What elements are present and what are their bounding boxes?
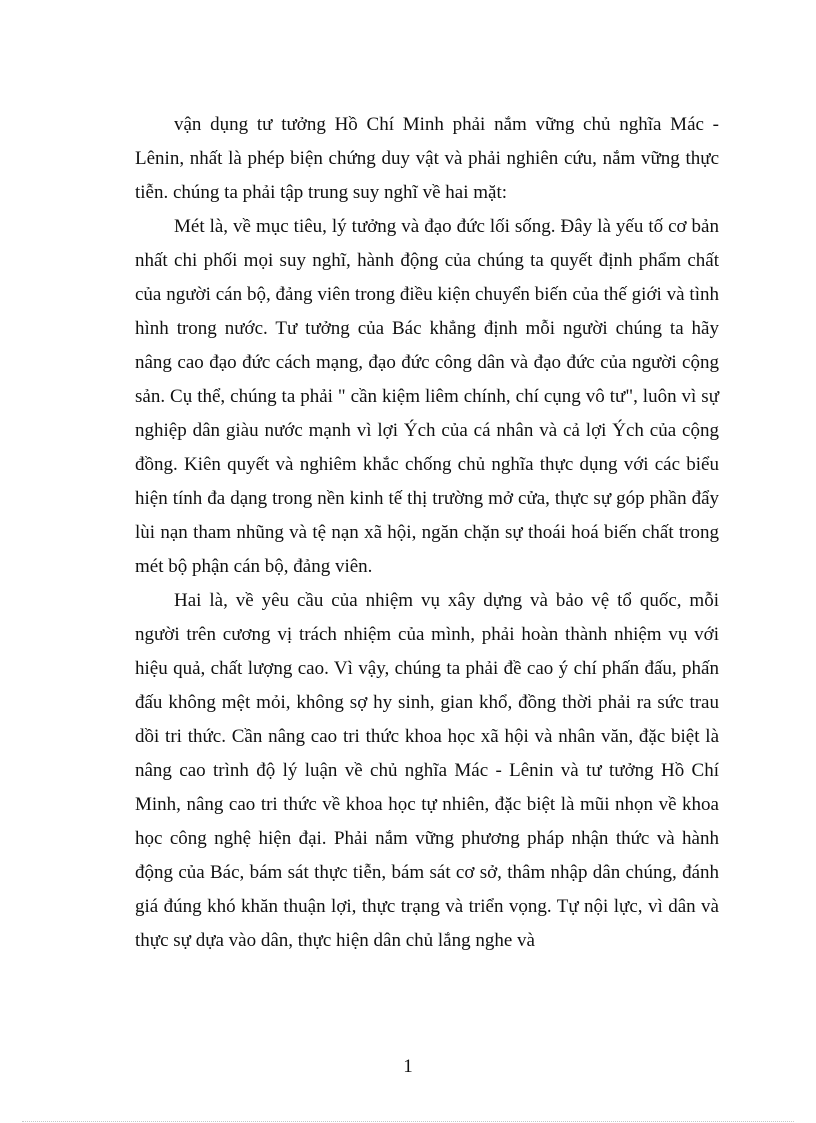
page-bottom-edge bbox=[22, 1121, 794, 1122]
body-text bbox=[135, 108, 719, 958]
paragraph-first-point: Mét là, về mục tiêu, lý tưởng và đạo đức lối sống. Đây là yếu tố cơ bản nhất chi phối mọi suy nghĩ, hành động của chúng ta quyết định phẩm chất của người cán bộ, đảng viên trong điều kiện chuyển biến của thế giới và tình hình trong nước. Tư tưởng của Bác khẳng định mỗi người chúng ta hãy nâng cao đạo đức cách mạng, đạo đức công dân và đạo đức của người cộng sản. Cụ thể, chúng ta phải " cần kiệm liêm chính, chí cụng vô tư", luôn vì sự nghiệp dân giàu nước mạnh vì lợi Ých của cá nhân và cả lợi Ých của cộng đồng. Kiên quyết và nghiêm khắc chống chủ nghĩa thực dụng với các biểu hiện tính đa dạng trong nền kinh tế thị trường mở cửa, thực sự góp phần đẩy lùi nạn tham nhũng và tệ nạn xã hội, ngăn chặn sự thoái hoá biến chất trong mét bộ phận cán bộ, đảng viên. bbox=[135, 216, 719, 577]
page-number: 1 bbox=[403, 1056, 413, 1077]
paragraph-continuation: vận dụng tư tưởng Hồ Chí Minh phải nắm vững chủ nghĩa Mác - Lênin, nhất là phép biện chứng duy vật và phải nghiên cứu, nắm vững thực tiễn. chúng ta phải tập trung suy nghĩ về hai mặt: bbox=[135, 114, 719, 203]
paragraph-second-point: Hai là, về yêu cầu của nhiệm vụ xây dựng và bảo vệ tổ quốc, mỗi người trên cương vị trách nhiệm của mình, phải hoàn thành nhiệm vụ với hiệu quả, chất lượng cao. Vì vậy, chúng ta phải đề cao ý chí phấn đấu, phấn đấu không mệt mỏi, không sợ hy sinh, gian khổ, đồng thời phải ra sức trau dồi tri thức. Cần nâng cao tri thức khoa học xã hội và nhân văn, đặc biệt là nâng cao trình độ lý luận về chủ nghĩa Mác - Lênin và tư tưởng Hồ Chí Minh, nâng cao tri thức về khoa học tự nhiên, đặc biệt là mũi nhọn về khoa học công nghệ hiện đại. Phải nắm vững phương pháp nhận thức và hành động của Bác, bám sát thực tiễn, bám sát cơ sở, thâm nhập dân chúng, đánh giá đúng khó khăn thuận lợi, thực trạng và triển vọng. Tự nội lực, vì dân và thực sự dựa vào dân, thực hiện dân chủ lắng nghe và bbox=[135, 590, 719, 951]
